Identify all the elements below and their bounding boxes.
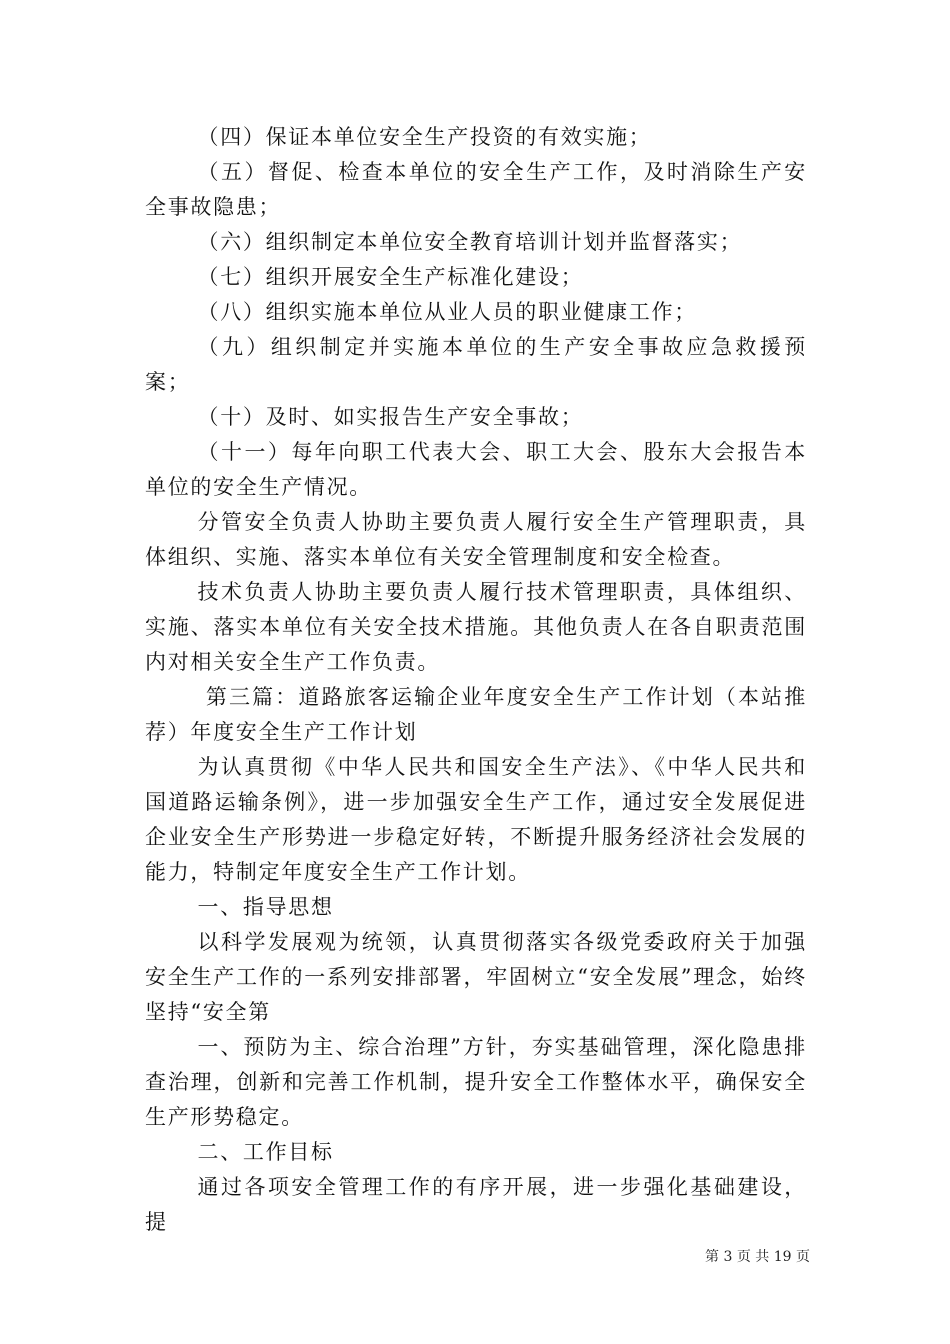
document-body	[145, 120, 807, 1240]
paragraph-item-11: （十一）每年向职工代表大会、职工大会、股东大会报告本单位的安全生产情况。	[145, 440, 807, 499]
paragraph-work-goals: 通过各项安全管理工作的有序开展，进一步强化基础建设，提	[145, 1175, 807, 1234]
paragraph-intro: 为认真贯彻《中华人民共和国安全生产法》、《中华人民共和国道路运输条例》，进一步加强安全生产工作，通过安全发展促进企业安全生产形势进一步稳定好转，不断提升服务经济社会发展的能力，特制定年度安全生产工作计划。	[145, 755, 807, 884]
paragraph-item-9: （九）组织制定并实施本单位的生产安全事故应急救援预案；	[145, 335, 807, 394]
paragraph-guiding-policy: 一、预防为主、综合治理”方针，夯实基础管理，深化隐患排查治理，创新和完善工作机制，提升安全工作整体水平，确保安全生产形势稳定。	[145, 1035, 807, 1129]
paragraph-item-5: （五）督促、检查本单位的安全生产工作，及时消除生产安全事故隐患；	[145, 160, 807, 219]
paragraph-guiding-ideology: 以科学发展观为统领，认真贯彻落实各级党委政府关于加强安全生产工作的一系列安排部署，牢固树立“安全发展”理念，始终坚持“安全第	[145, 930, 807, 1024]
paragraph-deputy-responsibility: 分管安全负责人协助主要负责人履行安全生产管理职责，具体组织、实施、落实本单位有关安全管理制度和安全检查。	[145, 510, 807, 569]
paragraph-technical-responsibility: 技术负责人协助主要负责人履行技术管理职责，具体组织、实施、落实本单位有关安全技术措施。其他负责人在各自职责范围内对相关安全生产工作负责。	[145, 580, 807, 674]
paragraph-item-8: （八）组织实施本单位从业人员的职业健康工作；	[197, 300, 697, 324]
paragraph-item-10: （十）及时、如实报告生产安全事故；	[197, 405, 584, 429]
section-heading-part-three: 第三篇：道路旅客运输企业年度安全生产工作计划（本站推荐）年度安全生产工作计划	[145, 685, 807, 744]
page-number: 第 3 页 共 19 页	[705, 1249, 810, 1265]
paragraph-item-4: （四）保证本单位安全生产投资的有效实施；	[197, 125, 652, 149]
paragraph-item-7: （七）组织开展安全生产标准化建设；	[197, 265, 584, 289]
section-heading-work-goals: 二、工作目标	[197, 1140, 334, 1164]
section-heading-guiding-ideology: 一、指导思想	[197, 895, 334, 919]
paragraph-item-6: （六）组织制定本单位安全教育培训计划并监督落实；	[197, 230, 743, 254]
